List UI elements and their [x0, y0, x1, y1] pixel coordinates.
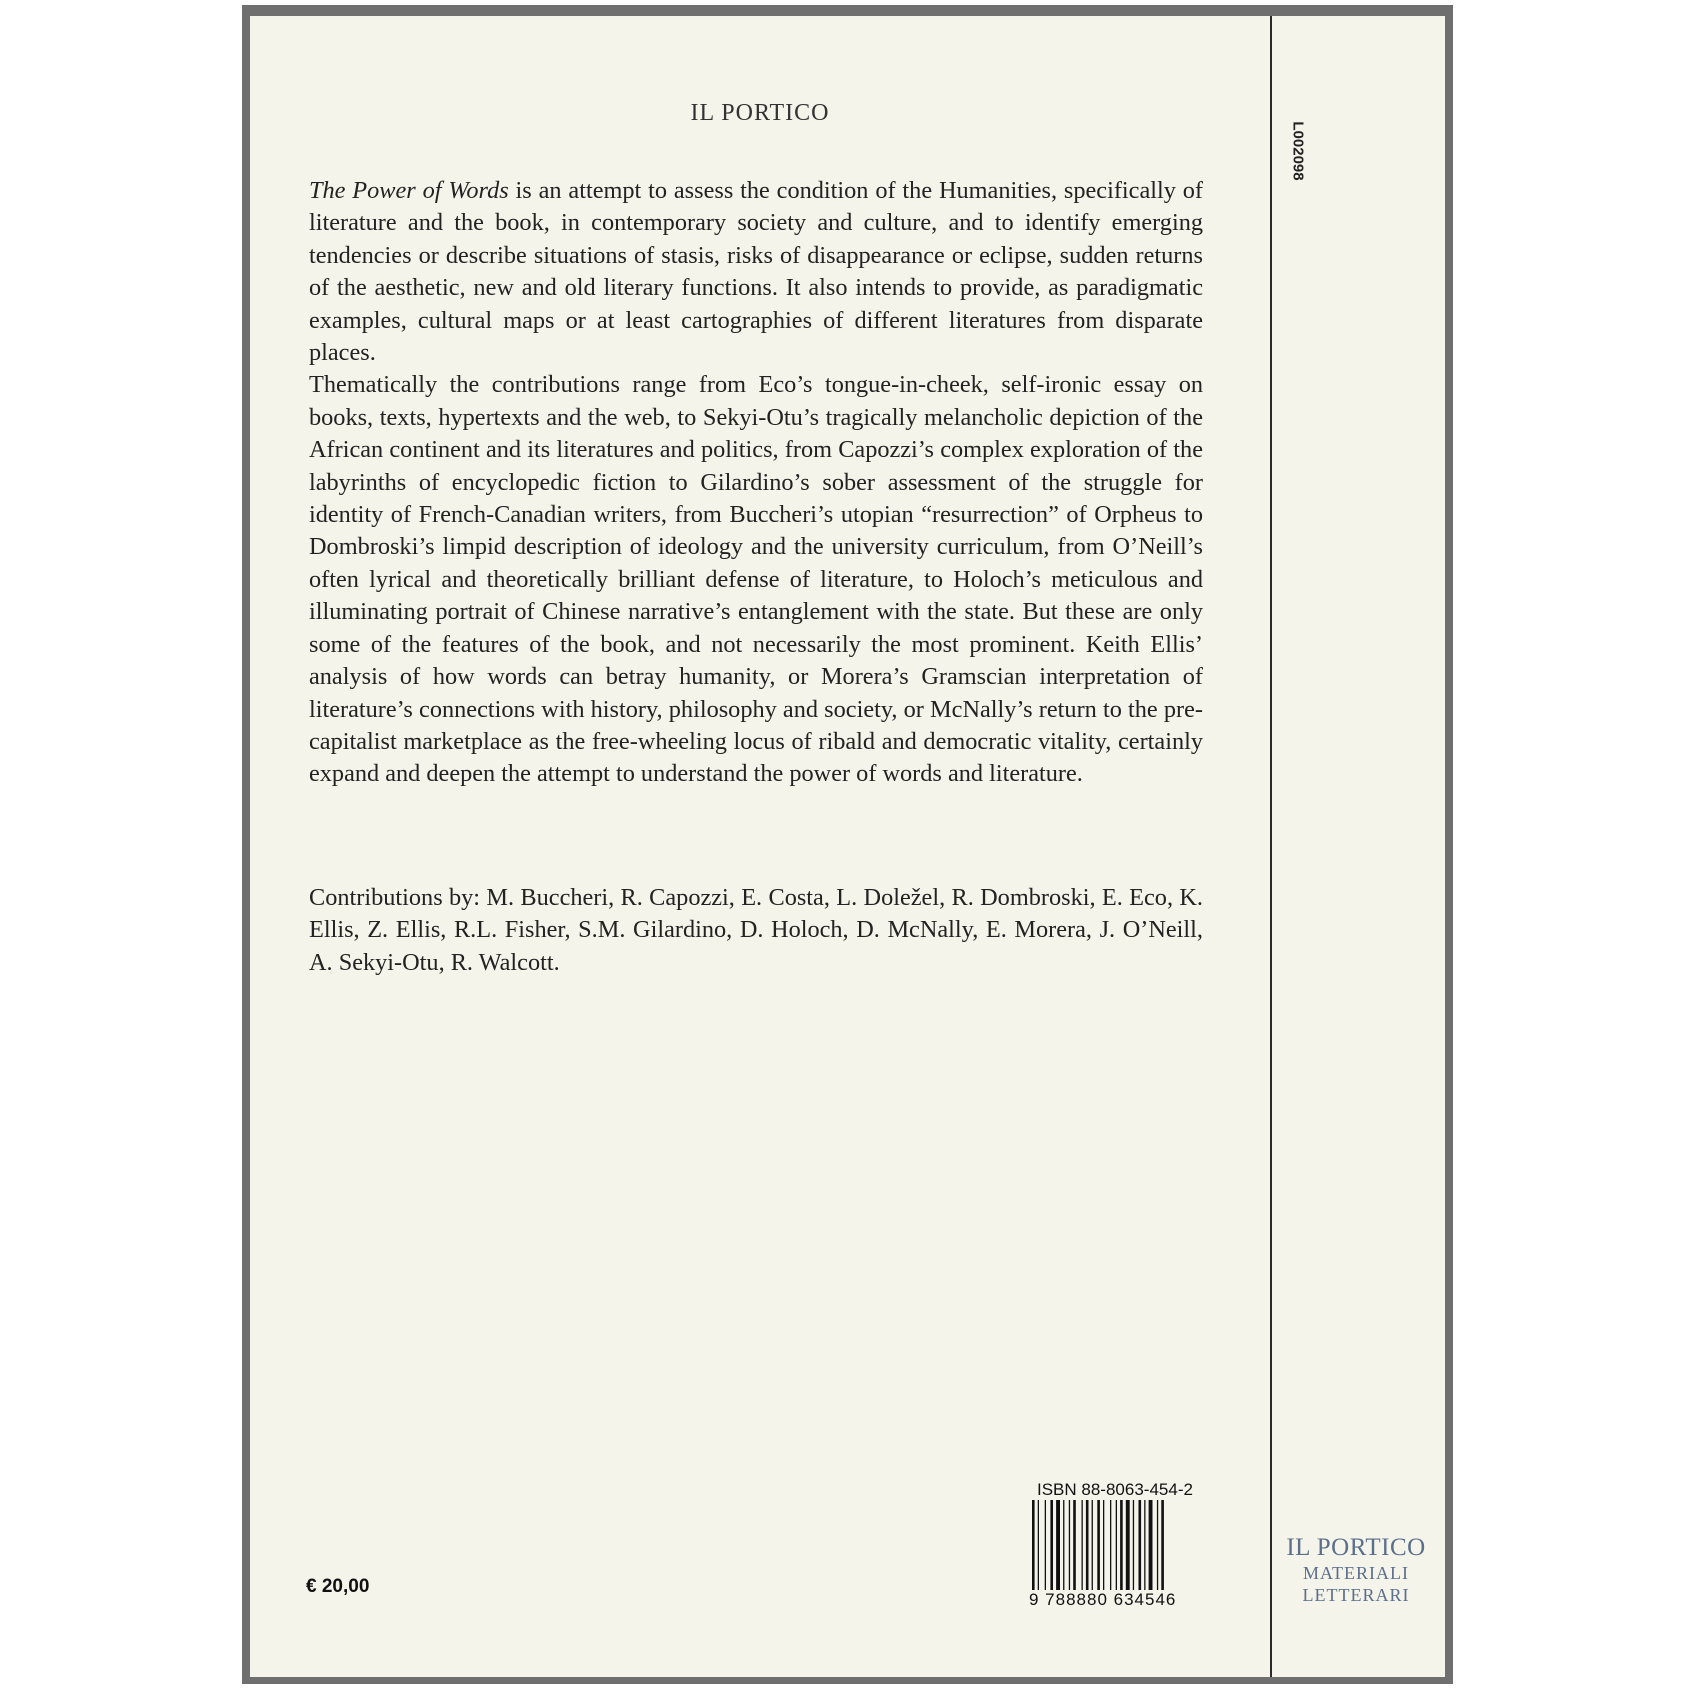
barcode-bar — [1082, 1500, 1083, 1592]
barcode-bar — [1045, 1500, 1046, 1592]
series-title: IL PORTICO — [690, 100, 830, 126]
barcode-digits: 9 788880 634546 — [1027, 1590, 1205, 1610]
publisher-logo — [1278, 1534, 1434, 1606]
barcode-bar — [1157, 1500, 1158, 1604]
barcode-bar — [1103, 1500, 1104, 1604]
barcode-bar — [1161, 1500, 1164, 1604]
barcode-bar — [1073, 1500, 1076, 1592]
publisher-logo-name: IL PORTICO — [1286, 1534, 1426, 1561]
barcode-bar — [1032, 1500, 1035, 1604]
barcode-bar — [1056, 1500, 1060, 1592]
book-title: The Power of Words — [309, 177, 509, 204]
publisher-logo-line-1: MATERIALI — [1303, 1563, 1409, 1583]
contributions-list: Contributions by: M. Buccheri, R. Capozzi, E. Costa, L. Doležel, R. Dombroski, E. Eco, K. Ellis, Z. Ellis, R.L. Fisher, S.M. Gilardino, D. Holoch, D. McNally, E. Morera, J. O’Neill, A. Sekyi-Otu, R. Walcott. — [309, 884, 1203, 976]
blurb-paragraph-1 — [309, 175, 1203, 369]
barcode-bar — [1149, 1500, 1153, 1592]
isbn-number: ISBN 88-8063-454-2 — [1037, 1480, 1193, 1499]
spine-fold-line — [1270, 16, 1272, 1677]
catalog-code-text: L002098 — [1289, 121, 1307, 181]
blurb-paragraph-2: Thematically the contributions range from Eco’s tongue-in-cheek, self-ironic essay on books, texts, hypertexts and the web, to Sekyi-Otu’s tragically melancholic depiction of the African continent and its literatures and politics, from Capozzi’s complex exploration of the labyrinths of encyclopedic fiction to Gilardino’s sober assessment of the struggle for identity of French-Canadian writers, from Buccheri’s utopian “resurrection” of Orpheus to Dombroski’s limpid description of ideology and the university curriculum, from O’Neill’s often lyrical and theoretically brilliant defense of literature, to Holoch’s meticulous and illuminating portrait of Chinese narrative’s entanglement with the state. But these are only some of the features of the book, and not necessarily the most prominent. Keith Ellis’ analysis of how words can betray humanity, or Morera’s Gramscian interpretation of literature’s connections with history, philosophy and society, or McNally’s return to the pre-capitalist marketplace as the free-wheeling locus of ribald and democratic vitality, certainly expand and deepen the attempt to understand the power of words and literature. — [309, 371, 1203, 788]
barcode-bar — [1069, 1500, 1070, 1592]
barcode-bar — [1133, 1500, 1134, 1592]
blurb-text — [309, 175, 1203, 791]
blurb-paragraph-1-text: is an attempt to assess the condition of the Humanities, specifically of literature and the book, in contemporary society and culture, and to identify emerging tendencies or describe situations of stasis, risks of disappearance or eclipse, sudden returns of the aesthetic, new and old literary functions. It also intends to provide, as paradigmatic examples, cultural maps or at least cartographies of different literatures from disparate places. — [309, 177, 1203, 367]
publisher-logo-line-2: LETTERARI — [1302, 1585, 1410, 1605]
barcode-bar — [1144, 1500, 1145, 1592]
barcode-bar — [1110, 1500, 1111, 1592]
barcode-bar — [1050, 1500, 1053, 1592]
barcode-bar — [1097, 1500, 1100, 1604]
barcode-bar — [1116, 1500, 1117, 1592]
barcode-bar — [1120, 1500, 1123, 1592]
barcode-bar — [1126, 1500, 1130, 1592]
barcode-bar — [1092, 1500, 1093, 1592]
barcode-bar — [1086, 1500, 1089, 1592]
catalog-code — [1278, 106, 1318, 196]
barcode-bar — [1063, 1500, 1064, 1592]
price-label: € 20,00 — [306, 1576, 370, 1597]
barcode-bar — [1038, 1500, 1039, 1604]
barcode-bar — [1139, 1500, 1142, 1592]
